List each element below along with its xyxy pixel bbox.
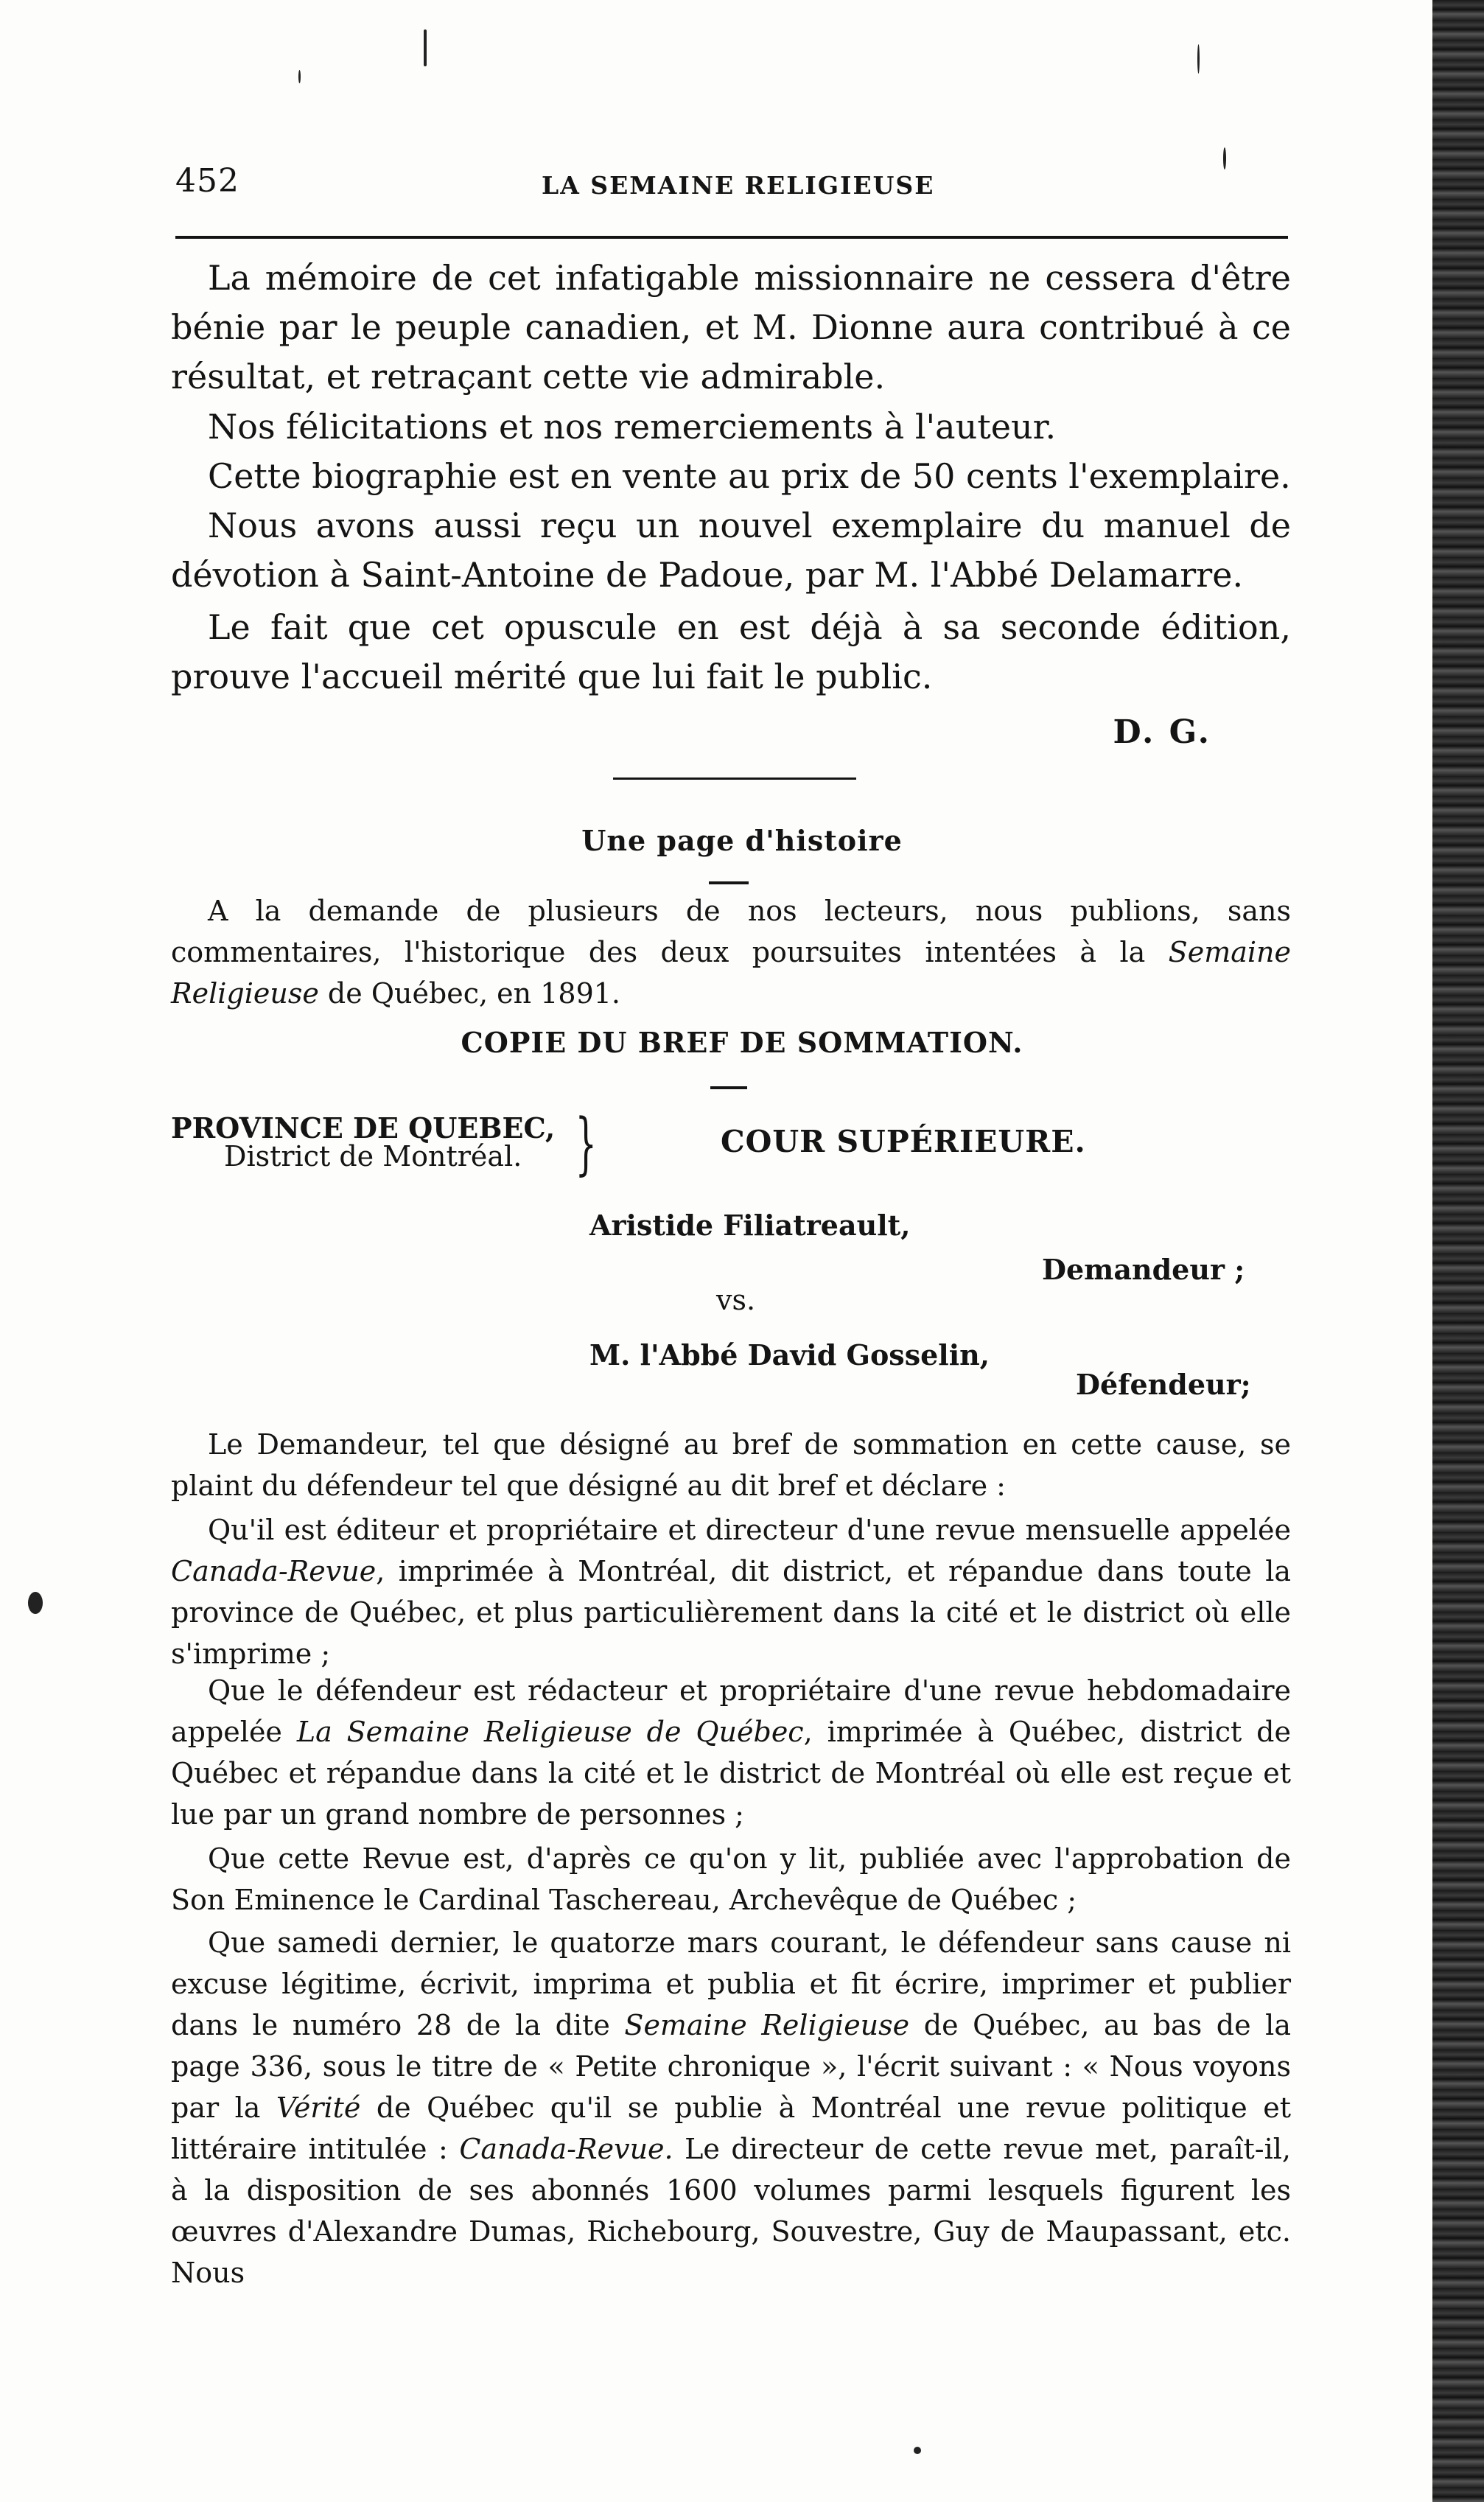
body-paragraph-2 [171, 1509, 1291, 1674]
subtitle-dash [710, 1086, 747, 1089]
district-label: District de Montréal. [224, 1140, 522, 1173]
body-text: de Québec qu'il se publie à Montréal une revue politique et littéraire intitulée : [171, 2092, 1291, 2165]
scan-speck [424, 29, 427, 66]
scan-speck [1223, 147, 1226, 170]
body-text: , imprimée à Québec, district de Québec et répandue dans la cité et le district de Montréal où elle est reçue et lue par un grand nombre de personnes ; [171, 1716, 1291, 1831]
body-italic: Vérité [276, 2092, 361, 2124]
body-text: Que le défendeur est rédacteur et propriétaire d'une revue hebdomadaire appelée [171, 1674, 1291, 1748]
body-paragraph-1: Le Demandeur, tel que désigné au bref de sommation en cette cause, se plaint du défendeur tel que désigné au dit bref et déclare : [171, 1428, 1291, 1502]
section-intro-italic: Semaine Religieuse [171, 936, 1291, 1010]
plaintiff-name: Aristide Filiatreault, [589, 1209, 911, 1242]
body-italic: La Semaine Religieuse de Québec [296, 1716, 804, 1748]
running-title: LA SEMAINE RELIGIEUSE [542, 171, 935, 200]
section-title: Une page d'histoire [581, 824, 903, 857]
section-divider [613, 777, 856, 780]
section-intro [171, 890, 1291, 1014]
intro-paragraph-4: Nous avons aussi reçu un nouvel exemplaire du manuel de dévotion à Saint-Antoine de Padoue, par M. l'Abbé Delamarre. [171, 506, 1291, 595]
intro-paragraph-2: Nos félicitations et nos remerciements à l'auteur. [208, 407, 1057, 447]
body-text: , imprimée à Montréal, dit district, et répandue dans toute la province de Québec, et plus particulièrement dans la cité et le district où elle s'imprime ; [171, 1555, 1291, 1670]
intro-paragraph-1: La mémoire de cet infatigable missionnaire ne cessera d'être bénie par le peuple canadien, et M. Dionne aura contribué à ce résultat, et retraçant cette vie admirable. [171, 258, 1291, 396]
plaintiff-role: Demandeur ; [1042, 1253, 1245, 1286]
section-intro-text-end: de Québec, en 1891. [318, 977, 621, 1010]
defendant-role: Défendeur; [1076, 1368, 1251, 1401]
scan-speck [28, 1592, 43, 1614]
brace-glyph: } [575, 1104, 597, 1183]
section-intro-text: A la demande de plusieurs de nos lecteurs, nous publions, sans commentaires, l'historique des deux poursuites intentées à la [171, 895, 1291, 968]
scan-speck [1197, 44, 1200, 74]
body-italic: Canada-Revue [171, 1555, 377, 1587]
body-paragraph-3 [171, 1670, 1291, 1835]
scan-speck [914, 2447, 921, 2454]
court-jurisdiction [171, 1111, 556, 1173]
body-paragraph-4: Que cette Revue est, d'après ce qu'on y lit, publiée avec l'approbation de Son Eminence le Cardinal Taschereau, Archevêque de Québec ; [171, 1842, 1291, 1916]
title-dash [709, 881, 749, 884]
page-number: 452 [175, 162, 239, 200]
book-edge-shadow [1432, 0, 1484, 2502]
body-paragraph-5 [171, 1922, 1291, 2293]
document-subtitle: COPIE DU BREF DE SOMMATION. [461, 1026, 1023, 1059]
province-label: PROVINCE DE QUEBEC, [171, 1111, 556, 1145]
court-name: COUR SUPÉRIEURE. [721, 1124, 1086, 1159]
header-rule [175, 236, 1288, 239]
versus-label: vs. [716, 1284, 756, 1316]
defendant-name: M. l'Abbé David Gosselin, [589, 1338, 990, 1371]
body-text: Que samedi dernier, le quatorze mars courant, le défendeur sans cause ni excuse légitime, écrivit, imprima et publia et fit écrire, imprimer et publier dans le numéro 28 de la dite [171, 1926, 1291, 2041]
body-italic: Canada-Revue. [459, 2133, 673, 2165]
signature: D. G. [1113, 713, 1211, 751]
body-text: Qu'il est éditeur et propriétaire et directeur d'une revue mensuelle appelée [208, 1514, 1291, 1546]
scan-speck [298, 70, 301, 83]
body-text: de Québec, au bas de la page 336, sous le titre de « Petite chronique », l'écrit suivant : « Nous voyons par la [171, 2009, 1291, 2124]
body-text: Le directeur de cette revue met, paraît-il, à la disposition de ses abonnés 1600 volumes parmi lesquels figurent les œuvres d'Alexandre Dumas, Richebourg, Souvestre, Guy de Maupassant, etc. Nous [171, 2133, 1291, 2289]
body-italic: Semaine Religieuse [624, 2009, 910, 2041]
intro-paragraph-5: Le fait que cet opuscule en est déjà à sa seconde édition, prouve l'accueil mérité que lui fait le public. [171, 607, 1291, 696]
intro-paragraph-3: Cette biographie est en vente au prix de 50 cents l'exemplaire. [208, 456, 1291, 496]
